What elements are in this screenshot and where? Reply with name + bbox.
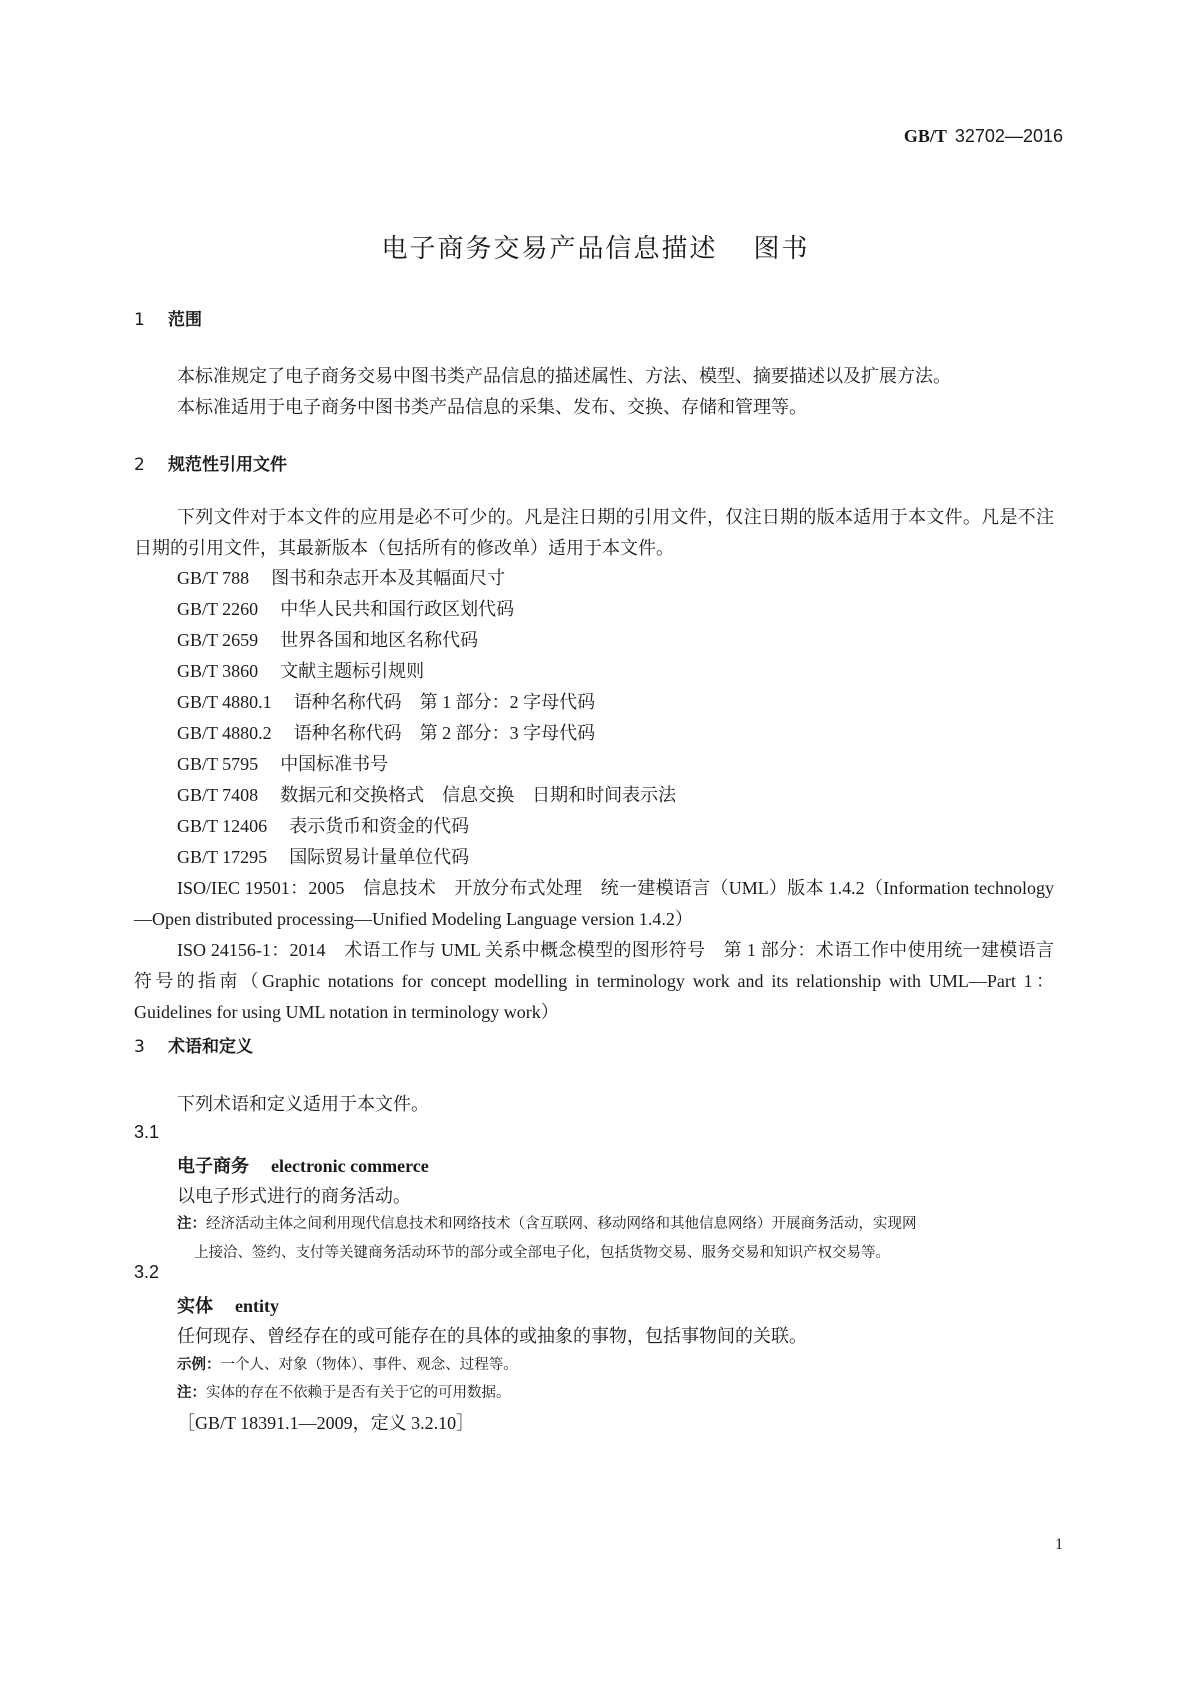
- term-name: 电子商务 electronic commerce: [177, 1156, 429, 1177]
- title-sub: 图书: [753, 234, 810, 264]
- reference-item: GB/T 4880.2 语种名称代码 第 2 部分：3 字母代码: [177, 723, 596, 743]
- reference-item: GB/T 2260 中华人民共和国行政区划代码: [177, 599, 515, 619]
- reference-item: GB/T 3860 文献主题标引规则: [177, 661, 425, 681]
- section-heading-normative-references: 2 规范性引用文件: [134, 455, 287, 475]
- reference-item: GB/T 7408 数据元和交换格式 信息交换 日期和时间表示法: [177, 785, 677, 805]
- reference-item: GB/T 12406 表示货币和资金的代码: [177, 816, 470, 836]
- reference-list: [177, 563, 676, 873]
- standard-number: 32702—2016: [954, 126, 1063, 146]
- document-title: [0, 228, 1191, 265]
- reference-item: GB/T 788 图书和杂志开本及其幅面尺寸: [177, 568, 506, 588]
- standard-prefix: GB/T: [903, 126, 947, 146]
- reference-iso-24156: ISO 24156-1：2014 术语工作与 UML 关系中概念模型的图形符号 第 1 部分：术语工作中使用统一建模语言符号的指南（Graphic notations for concept modelling in terminology work and its relationship with UML—Part 1：Guidelines for using UML notation in terminology work）: [134, 940, 1054, 1022]
- page-number: 1: [1055, 1536, 1063, 1553]
- section-heading-scope: 1 范围: [134, 310, 202, 330]
- term-example: 示例：一个人、对象（物体）、事件、观念、过程等。: [177, 1357, 518, 1373]
- term-number: 3.1: [134, 1122, 160, 1142]
- scope-line-2: 本标准适用于电子商务中图书类产品信息的采集、发布、交换、存储和管理等。: [177, 397, 807, 417]
- term-number: 3.2: [134, 1262, 160, 1282]
- reference-item: GB/T 5795 中国标准书号: [177, 754, 389, 774]
- section-heading-terms-definitions: 3 术语和定义: [134, 1037, 253, 1057]
- title-main: 电子商务交易产品信息描述: [381, 234, 718, 264]
- term-definition: 以电子形式进行的商务活动。: [177, 1186, 411, 1206]
- references-intro: 下列文件对于本文件的应用是必不可少的。凡是注日期的引用文件，仅注日期的版本适用于本文件。凡是不注日期的引用文件，其最新版本（包括所有的修改单）适用于本文件。: [134, 507, 1054, 558]
- reference-iso-19501: ISO/IEC 19501：2005 信息技术 开放分布式处理 统一建模语言（UML）版本 1.4.2（Information technology—Open distributed processing—Unified Modeling Language version 1.4.2）: [134, 878, 1054, 929]
- terms-intro: 下列术语和定义适用于本文件。: [177, 1094, 429, 1114]
- reference-item: GB/T 4880.1 语种名称代码 第 1 部分：2 字母代码: [177, 692, 596, 712]
- term-definition: 任何现存、曾经存在的或可能存在的具体的或抽象的事物，包括事物间的关联。: [177, 1326, 807, 1346]
- term-note: 注：经济活动主体之间利用现代信息技术和网络技术（含互联网、移动网络和其他信息网络）开展商务活动，实现网 上接洽、签约、支付等关键商务活动环节的部分或全部电子化，包括货物交易、服务交易和知识产权交易等。: [177, 1216, 917, 1261]
- reference-item: GB/T 17295 国际贸易计量单位代码: [177, 847, 470, 867]
- term-source: ［GB/T 18391.1—2009，定义 3.2.10］: [177, 1413, 475, 1433]
- term-note: 注：实体的存在不依赖于是否有关于它的可用数据。: [177, 1385, 511, 1401]
- reference-item: GB/T 2659 世界各国和地区名称代码: [177, 630, 479, 650]
- term-name: 实体 entity: [177, 1296, 279, 1317]
- scope-line-1: 本标准规定了电子商务交易中图书类产品信息的描述属性、方法、模型、摘要描述以及扩展方法。: [177, 366, 951, 386]
- standard-code: [904, 126, 1063, 147]
